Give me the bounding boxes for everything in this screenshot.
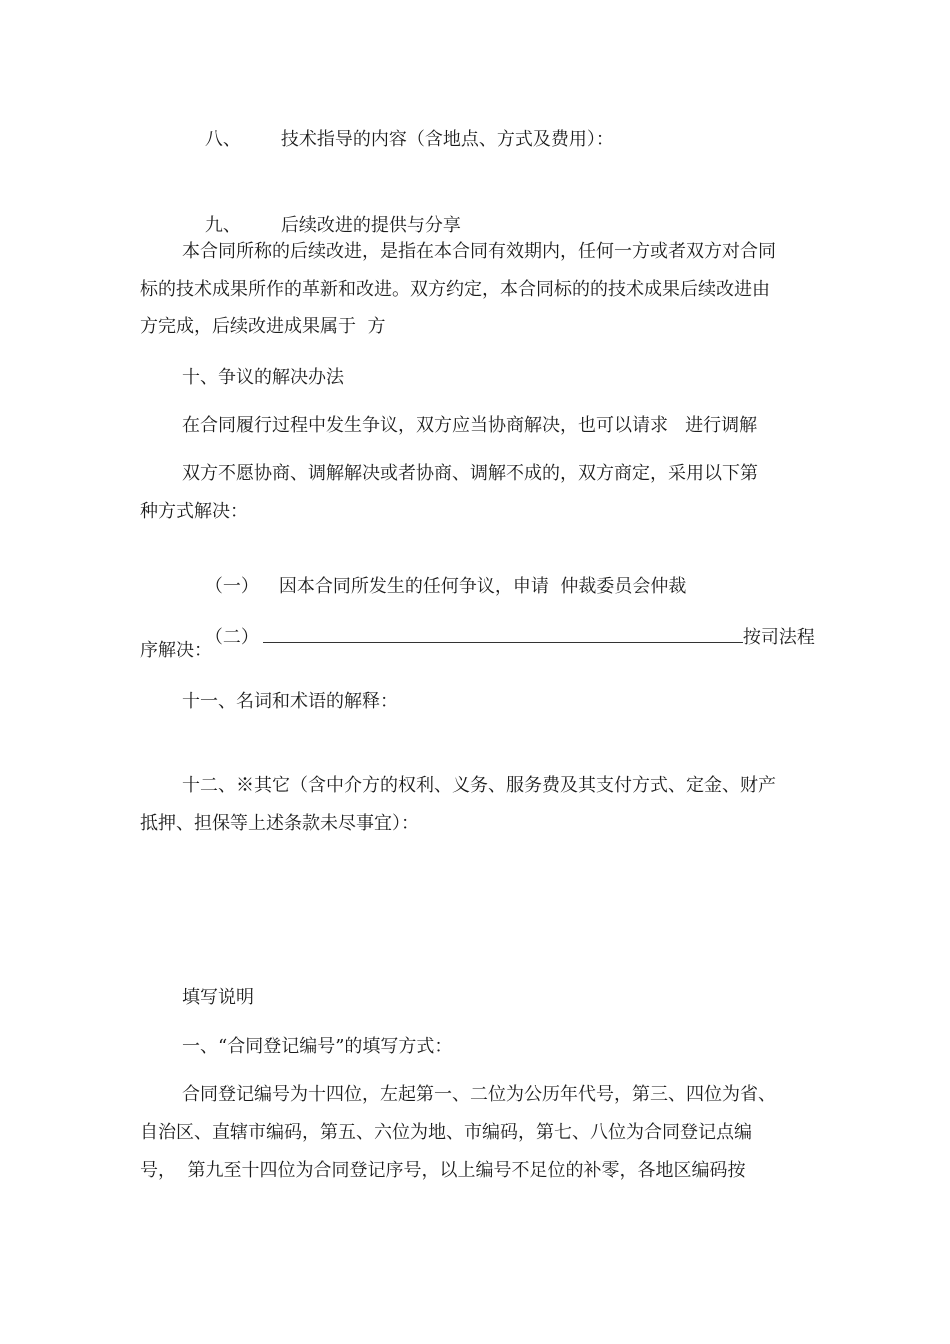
option-1-text: 因本合同所发生的任何争议，申请 仲裁委员会仲裁 (278, 576, 687, 597)
option-1-number: （一） (204, 576, 259, 597)
section-9-number: 九、 (204, 215, 241, 236)
instructions-item-1-title: 一、“合同登记编号”的填写方式： (182, 1036, 453, 1057)
section-12-heading-line: 十二、※其它（含中介方的权利、义务、服务费及其支付方式、定金、财产 (182, 775, 776, 796)
section-8-title: 技术指导的内容（含地点、方式及费用）： (280, 129, 614, 150)
section-10-paragraph-line: 双方不愿协商、调解解决或者协商、调解不成的，双方商定，采用以下第 (182, 463, 758, 484)
section-9-paragraph-line: 标的技术成果所作的革新和改进。双方约定，本合同标的的技术成果后续改进由 (140, 279, 770, 300)
section-8-heading (182, 104, 614, 176)
blank-underline (263, 624, 743, 643)
section-10-paragraph-line: 种方式解决： (140, 501, 248, 522)
section-9-paragraph-line: 本合同所称的后续改进，是指在本合同有效期内，任何一方或者双方对合同 (182, 241, 776, 262)
option-2-suffix: 按司法程 (742, 627, 815, 648)
section-9-paragraph-line: 方完成，后续改进成果属于 方 (140, 316, 386, 337)
option-2 (182, 600, 815, 674)
section-10-paragraph: 在合同履行过程中发生争议，双方应当协商解决，也可以请求 进行调解 (182, 415, 758, 436)
instructions-item-1-line: 号， 第九至十四位为合同登记序号，以上编号不足位的补零，各地区编码按 (140, 1160, 746, 1181)
section-11-heading: 十一、名词和术语的解释： (182, 691, 398, 712)
instructions-title: 填写说明 (182, 987, 254, 1008)
section-12-heading-line: 抵押、担保等上述条款未尽事宜）： (140, 813, 419, 834)
instructions-item-1-line: 自治区、直辖市编码，第五、六位为地、市编码，第七、八位为合同登记点编 (140, 1122, 752, 1143)
section-10-heading: 十、争议的解决办法 (182, 367, 344, 388)
section-8-number: 八、 (204, 129, 241, 150)
option-2-number: （二） (204, 627, 259, 648)
option-2-continuation: 序解决： (140, 640, 212, 661)
section-9-title: 后续改进的提供与分享 (280, 215, 461, 236)
instructions-item-1-line: 合同登记编号为十四位，左起第一、二位为公历年代号，第三、四位为省、 (182, 1084, 776, 1105)
